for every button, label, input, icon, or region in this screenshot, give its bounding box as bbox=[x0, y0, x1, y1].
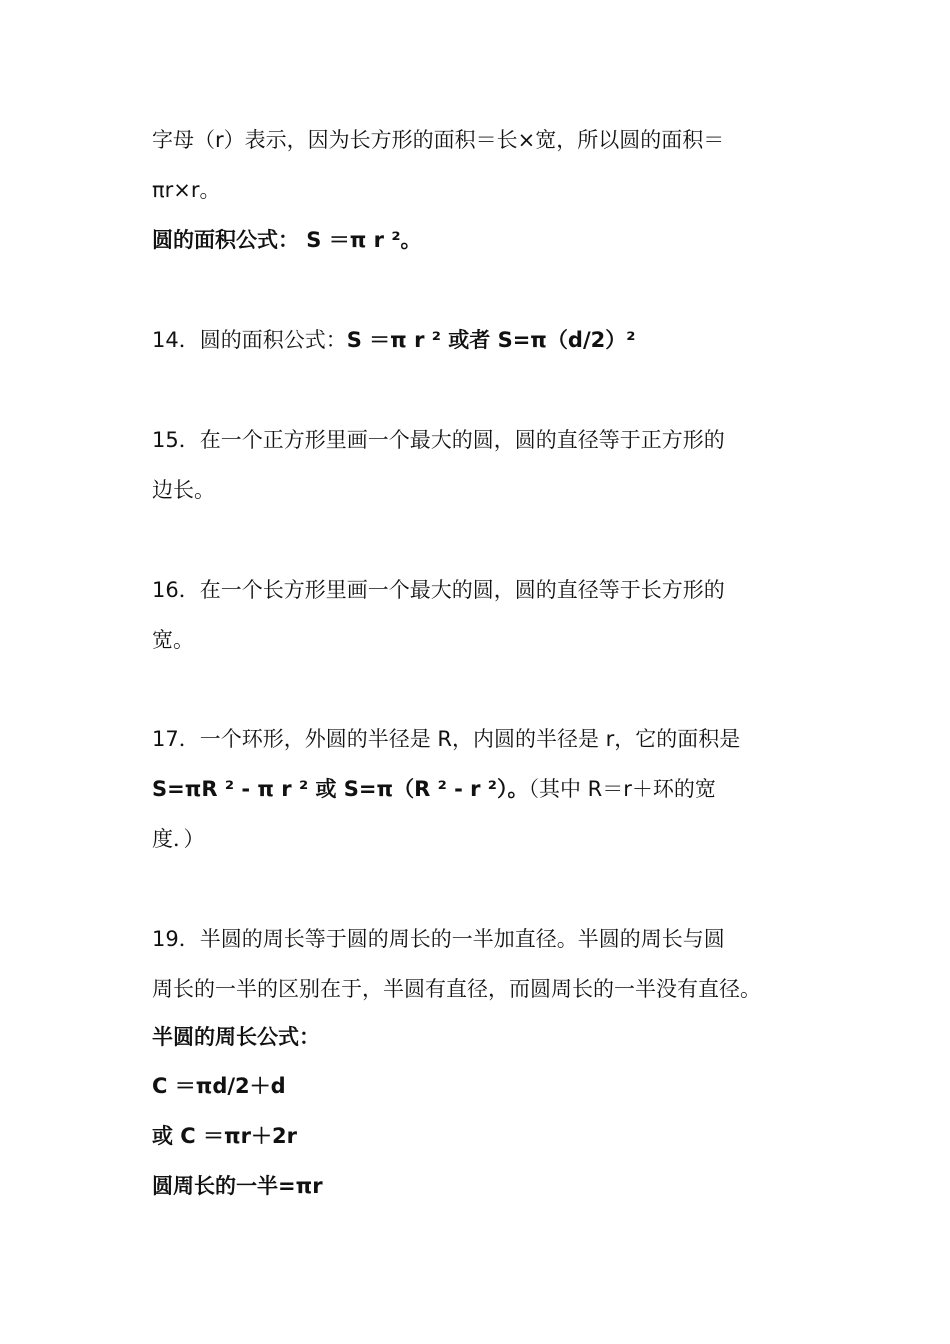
item-19-line-1: 19．半圆的周长等于圆的周长的一半加直径。半圆的周长与圆 bbox=[152, 927, 725, 951]
half-circumference-formula: 圆周长的一半=πr bbox=[152, 1174, 323, 1198]
ring-area-formula: S=πR ² - π r ² 或 S=π（R ² - r ²）。 bbox=[152, 777, 529, 801]
item-14-formula: S ＝π r ² 或者 S=π（d/2）² bbox=[346, 328, 636, 352]
item-16-line-2: 宽。 bbox=[152, 628, 194, 652]
intro-line-1: 字母（r）表示，因为长方形的面积＝长×宽，所以圆的面积＝ bbox=[152, 128, 725, 152]
semicircle-formula-1: C ＝πd/2＋d bbox=[152, 1074, 286, 1098]
semicircle-perimeter-heading: 半圆的周长公式： bbox=[152, 1025, 320, 1049]
item-17-line-3: 度．） bbox=[152, 827, 205, 851]
item-19-line-2: 周长的一半的区别在于，半圆有直径，而圆周长的一半没有直径。 bbox=[152, 977, 761, 1001]
item-15-line-2: 边长。 bbox=[152, 478, 215, 502]
semicircle-formula-2: 或 C ＝πr＋2r bbox=[152, 1124, 297, 1148]
circle-area-formula: 圆的面积公式： S ＝π r ²。 bbox=[152, 228, 422, 252]
item-17-line-1: 17．一个环形，外圆的半径是 R，内圆的半径是 r，它的面积是 bbox=[152, 727, 741, 751]
intro-line-2: πr×r。 bbox=[152, 178, 221, 202]
ring-area-note: （其中 R＝r＋环的宽 bbox=[528, 777, 716, 801]
item-14-prefix: 14．圆的面积公式： bbox=[152, 328, 347, 352]
item-17-line-2 bbox=[152, 774, 716, 804]
item-16-line-1: 16．在一个长方形里画一个最大的圆，圆的直径等于长方形的 bbox=[152, 578, 725, 602]
item-15-line-1: 15．在一个正方形里画一个最大的圆，圆的直径等于正方形的 bbox=[152, 428, 725, 452]
item-14 bbox=[152, 325, 635, 355]
